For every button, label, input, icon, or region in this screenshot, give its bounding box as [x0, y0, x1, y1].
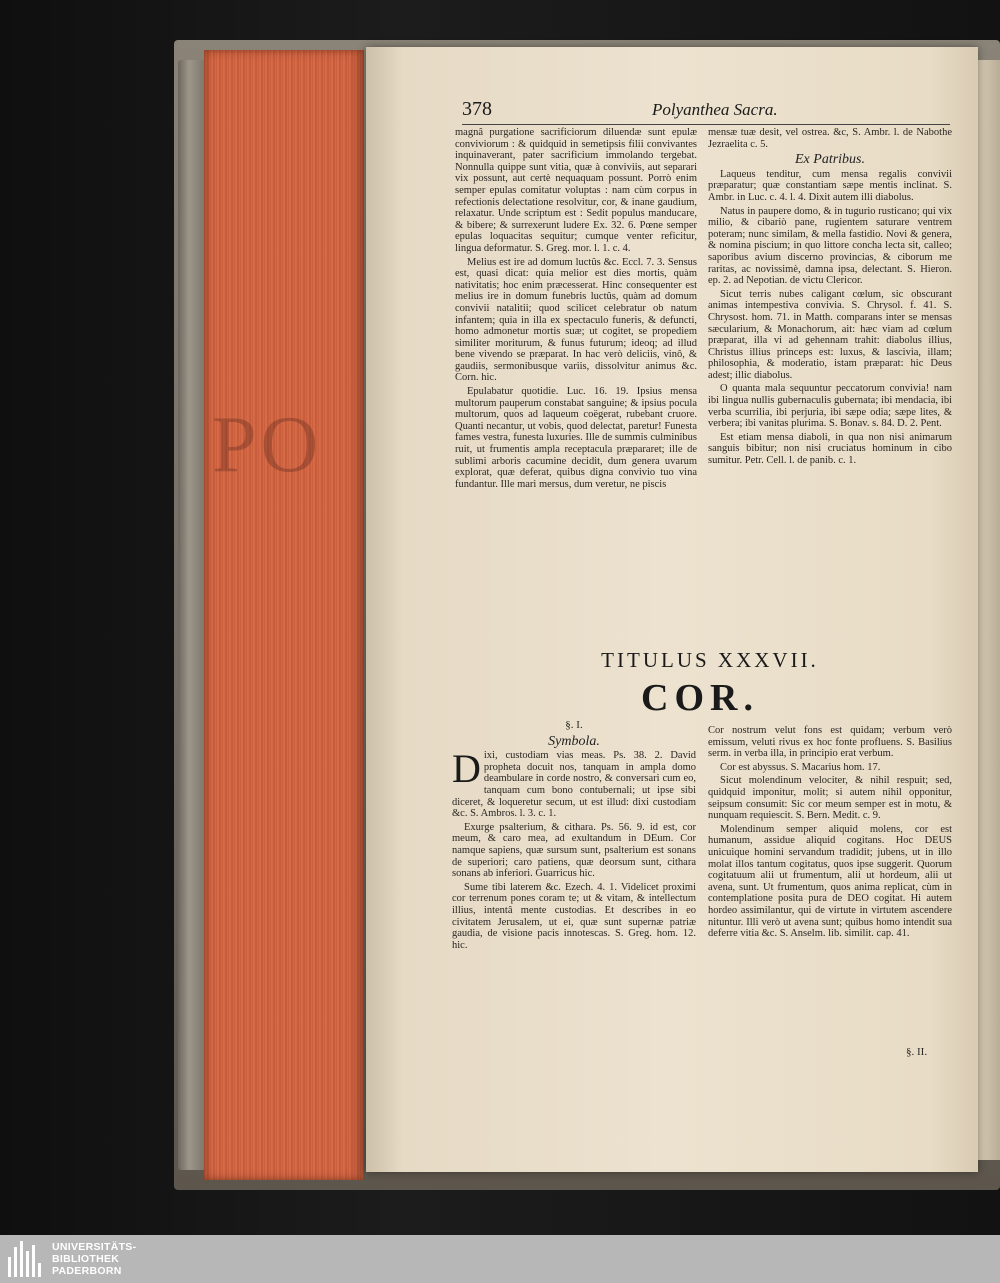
paragraph: mensæ tuæ desit, vel ostrea. &c, S. Ambr. l. de Nabothe Jezraelita c. 5.: [708, 127, 952, 150]
library-logo-icon: [8, 1241, 48, 1277]
paragraph: Exurge psalterium, & cithara. Ps. 56. 9. id est, cor meum, & caro mea, ad exultandum in DEum. Cor namque sapiens, quæ sursum sunt, psalterium est sonans de superiori; caro patiens, quæ deorsum sunt, cithara sonans ab inferiori. Guarricus hic.: [452, 821, 696, 880]
paragraph: Melius est ire ad domum luctûs &c. Eccl. 7. 3. Sensus est, quasi dicat: quia melior est dies mortis, quàm nativitatis; hoc enim præcesserat. Hinc consequenter est melius ire in domum funebris luctûs, quàm ad domum convivii natalitii; quod scilicet celebratur ob natum infantem; quia in illa ex spectaculo funeris, & defuncti, homo admonetur mortis suæ; ut cogitet, se propediem similiter moriturum, & funus futurum; ideoq; ad illud bene vivendo se præparat. In hac verò deliciis, vinô, & gaudiis, sermonibusque variis, dissolvitur animus &c. Corn. hic.: [455, 256, 697, 384]
library-name: [52, 1241, 136, 1277]
column-3: [452, 720, 696, 953]
paragraph: magnâ purgatione sacrificiorum diluendæ sunt epulæ conviviorum : & quidquid in semetipsis filii convivantes inquinaverant, pater sacrificium immolando tergebat. Nonnulla quippe sunt vitia, quæ à conviviis, aut separari vix possunt, aut certè nequaquam possunt. Porrò enim semper epulas comitatur voluptas : nam cùm corpus in refectionis delectatione resolvitur, cor, & inane gaudium, relaxatur. Unde scriptum est : Sedit populus manducare, & bibere; & surrexerunt ludere Ex. 32. 6. Pœne semper epulas loquacitas sequitur; cumque venter reficitur, lingua deformatur. S. Greg. mor. l. 1. c. 4.: [455, 127, 697, 254]
library-footer: [0, 1235, 1000, 1283]
spine-letters: PO: [212, 401, 323, 489]
paragraph: Epulabatur quotidie. Luc. 16. 19. Ipsius mensa multorum pauperum constabat sanguine; & ipsius pocula multorum, quos ad laqueum coëgerat, rubebant cruore. Quanti necantur, ut vobis, quod delectat, paretur! Funesta fames vestra, funesta luxuries. Ille de summis culminibus ruit, ut frumentis ampla receptacula præpararet; ille de sublimi arboris cacumine decidit, dum genera uvarum explorat, quæ deferat, quibus digna convivio tuo vina fundantur. Ille mari mersus, dum veretur, ne piscis: [455, 386, 697, 490]
paragraph: Natus in paupere domo, & in tugurio rusticano; qui vix milio, & cibariò pane, rugientem saturare ventrem poteram; nunc similam, & mella fastidio. Novi & genera, & nomina piscium; in quo littore concha lecta sit, calleo; saporibus avium discerno provincias, & ciborum me raritas, ac novissimè, damna ipsa, delectant. S. Hieron. ep. 2. ad Nepotian. de victu Clericor.: [708, 205, 952, 287]
library-name-line: PADERBORN: [52, 1265, 122, 1277]
paragraph: Cor nostrum velut fons est quidam; verbum verò emissum, veluti rivus ex hoc fonte profluens. S. Basilius serm. in verba illa, in principio erat verbum.: [708, 725, 952, 760]
library-name-line: UNIVERSITÄTS-: [52, 1241, 137, 1253]
page-header: [462, 98, 950, 125]
cor-heading: COR.: [641, 677, 759, 719]
paragraph: Sume tibi laterem &c. Ezech. 4. 1. Videlicet proximi cor terrenum pones coram te; ut & vitam, & intellectum illius, intentâ mente custodias. Et describes in eo civitatem Jerusalem, ut ei, quæ sunt supernæ patriæ gaudia, de visione pacis innotescas. S. Greg. hom. 12. hic.: [452, 881, 696, 951]
page-number: 378: [462, 98, 492, 120]
paragraph: Laqueus tenditur, cum mensa regalis convivii præparatur; quæ constantiam sæpe mentis inclinat. S. Ambr. in Luc. c. 4. l. 4. Dixit autem illi diabolus.: [708, 168, 952, 203]
paragraph: Sicut terris nubes caligant cœlum, sic obscurant animas intempestiva convivia. S. Chrysol. f. 41. S. Chrysost. hom. 71. in Matth. comparans inter se mensas sæcularium, & Monachorum, ait: hæc viam ad cœlum præparat, illa vi ad gehennam trahit: diabolus illius, Christus illius princeps est: luxus, & lascivia, illam; philosophia, & moderatio, istam præparat: hic Deus adest; illic diabolus.: [708, 288, 952, 381]
catchword: §. II.: [906, 1046, 928, 1058]
column-1: [455, 127, 697, 492]
paragraph-text: ixi, custodiam vias meas. Ps. 38. 2. David propheta docuit nos, tanquam in ampla domo deambulare in corde nostro, & conversari cum eo, tanquam cum bono contubernali; ut ipse sibi diceret, & loqueretur secum, ut est illud: dixi custodiam &c. S. Ambros. l. 3. c. 1.: [452, 750, 696, 820]
paragraph: Molendinum semper aliquid molens, cor est humanum, assidue aliquid cogitans. Hoc DEUS unicuique homini servandum tradidit; jubens, ut in illo molat illos tantum cogitatus, quos ipse suggerit. Quorum cogitatuum alii ut frumentum, alii ut hordeum, alii ut avena, sunt. Ut frumentum, quos anima replicat, cùm in contemplatione posita pura de DEO cogitat. Hi autem hordeo assimilantur, qui de virtute in virtutem ascendere nituntur. Illi verò ut avena sunt; quibus homo intendit sua deferre vitia &c. S. Anselm. lib. similit. cap. 41.: [708, 823, 952, 940]
drop-cap: D: [452, 746, 481, 792]
section-heading: Symbola.: [548, 733, 600, 749]
column-2: [708, 127, 952, 469]
paragraph-dropcap: [452, 746, 696, 820]
book-board-edge: [178, 60, 206, 1170]
titulus-heading: TITULUS XXXVII.: [601, 648, 819, 672]
paragraph: O quanta mala sequuntur peccatorum convivia! nam ibi lingua nullis gubernaculis gubernata; ibi mendacia, ibi verba scurrilia, ibi perjuria, ibi sæpe odia; sæpe lites, & verbera; ibi vanitas plurima. S. Bonav. s. 84. D. 2. Pent.: [708, 383, 952, 430]
next-page-edge: [978, 60, 1000, 1160]
paragraph: Est etiam mensa diaboli, in qua non nisi animarum sanguis bibitur; non nisi cruciatus hominum in cibo sumitur. Petr. Cell. l. de panib. c. 1.: [708, 431, 952, 467]
paragraph: Cor est abyssus. S. Macarius hom. 17.: [720, 761, 881, 773]
paragraph: Sicut molendinum velociter, & nihil respuit; sed, quidquid imponitur, molit; si autem nihil opponitur, seipsum consumit: Sic cor meum semper est in motu, & nunquam requiescit. S. Bern. Medit. c. 9.: [708, 775, 952, 822]
page-block-edge: [204, 50, 364, 1180]
library-name-line: BIBLIOTHEK: [52, 1253, 120, 1265]
running-title: Polyanthea Sacra.: [652, 100, 778, 119]
column-4: [708, 725, 952, 942]
section-heading: Ex Patribus.: [795, 152, 865, 168]
section-number: §. I.: [565, 719, 583, 731]
